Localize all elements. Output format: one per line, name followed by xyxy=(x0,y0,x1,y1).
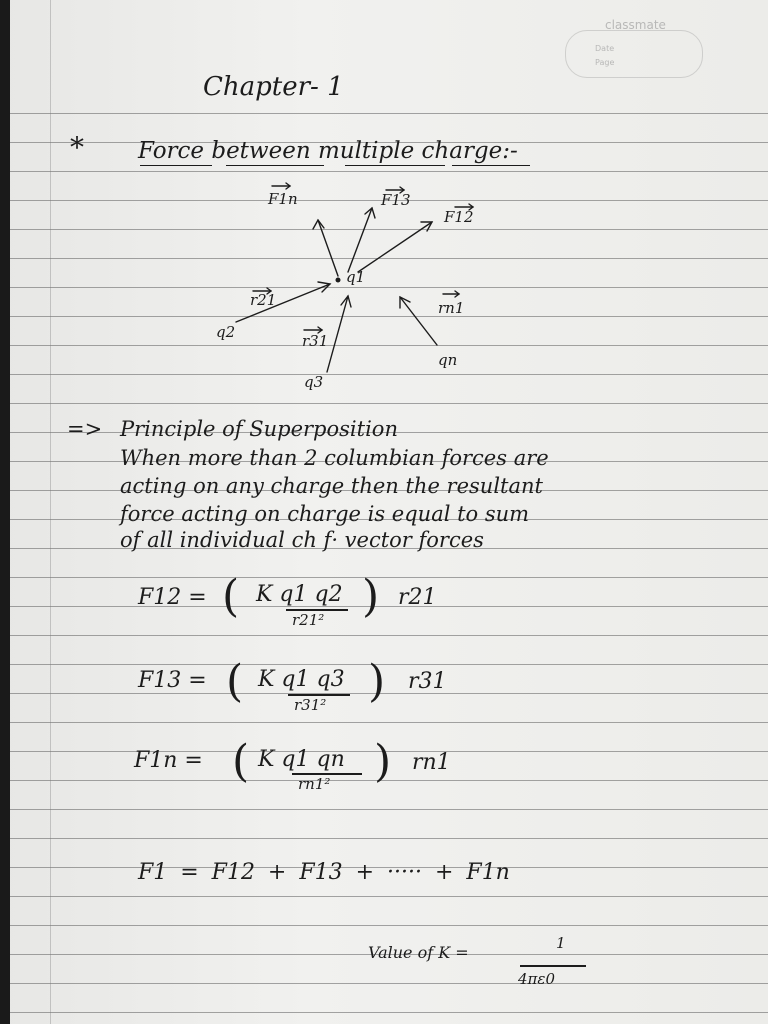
label-f12: F12 xyxy=(444,208,474,226)
force-diagram xyxy=(0,0,768,420)
eq-f1n-close-paren: ) xyxy=(374,736,392,787)
eq-f1n-open-paren: ( xyxy=(232,736,250,787)
eq-f13-lhs: F13 = xyxy=(138,668,207,693)
eq-f12-close-paren: ) xyxy=(362,571,380,622)
arrow-f12 xyxy=(358,222,432,272)
principle-line-2: acting on any charge then the resultant xyxy=(120,474,543,498)
eq-f13-close-paren: ) xyxy=(368,656,386,707)
eq-f1n-denominator: rn1² xyxy=(298,775,331,793)
eq-f12-numerator: K q1 q2 xyxy=(256,582,343,607)
eq-f12-denominator: r21² xyxy=(292,611,325,629)
eq-f13-numerator: K q1 q3 xyxy=(258,667,345,692)
eq-f12-unit: r21 xyxy=(398,585,437,610)
label-r21: r21 xyxy=(250,291,277,309)
arrowhead-f1n xyxy=(313,220,324,229)
eq-f1n-lhs: F1n = xyxy=(134,748,203,773)
eq-f12-open-paren: ( xyxy=(222,571,240,622)
arrow-r31 xyxy=(327,296,348,372)
charge-q1-dot xyxy=(336,278,341,283)
eq-f1n-unit: rn1 xyxy=(412,750,451,775)
eq-f13-open-paren: ( xyxy=(226,656,244,707)
k-value-numerator: 1 xyxy=(556,934,566,952)
brand-logo: classmate xyxy=(605,18,666,32)
k-value-fraction-bar xyxy=(520,965,586,967)
k-value-label: Value of K = xyxy=(368,943,469,962)
eq-f13-unit: r31 xyxy=(408,669,447,694)
arrow-f1n xyxy=(318,220,338,276)
principle-line-3: force acting on charge is equal to sum xyxy=(120,502,530,526)
label-rn1: rn1 xyxy=(438,299,465,317)
label-f13: F13 xyxy=(381,191,411,209)
implies-arrow: => xyxy=(67,417,103,441)
chapter-heading: Chapter- 1 xyxy=(203,72,344,102)
resultant-equation: F1 = F12 + F13 + ····· + F1n xyxy=(138,860,510,885)
bullet-star: * xyxy=(70,131,84,164)
label-f1n: F1n xyxy=(268,190,298,208)
arrow-f13 xyxy=(348,208,372,272)
principle-title: Principle of Superposition xyxy=(120,417,398,441)
eq-f13-denominator: r31² xyxy=(294,696,327,714)
arrow-rn1 xyxy=(400,297,437,345)
label-q2: q2 xyxy=(216,323,236,341)
eq-f1n-numerator: K q1 qn xyxy=(258,747,345,772)
principle-line-1: When more than 2 columbian forces are xyxy=(120,446,549,470)
k-value-denominator: 4πε0 xyxy=(518,970,555,988)
label-r31: r31 xyxy=(302,332,329,350)
label-q1: q1 xyxy=(346,268,366,286)
principle-line-4: of all individual ch f· vector forces xyxy=(120,528,484,552)
label-qn: qn xyxy=(438,351,458,369)
label-q3: q3 xyxy=(304,373,324,391)
eq-f12-lhs: F12 = xyxy=(138,585,207,610)
section-title: Force between multiple charge:- xyxy=(138,138,518,164)
date-label: Date xyxy=(595,44,615,53)
page-label: Page xyxy=(595,58,615,67)
